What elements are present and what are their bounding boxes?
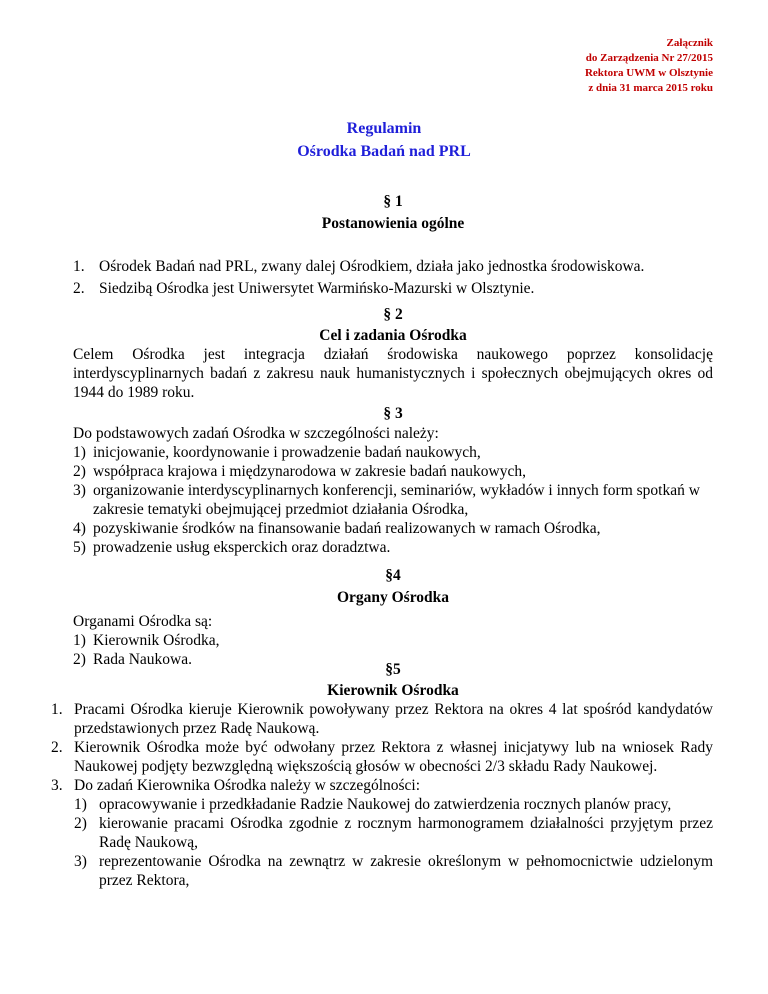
list-item: 1. Pracami Ośrodka kieruje Kierownik powoływany przez Rektora na okres 4 lat spośród kandydatów przedstawionych przez Radę Naukową.: [51, 701, 713, 737]
list-item: 1) Kierownik Ośrodka,: [73, 632, 220, 649]
section-1-number: § 1: [383, 193, 403, 210]
section-1-header: [73, 192, 713, 233]
section-3-intro: Do podstawowych zadań Ośrodka w szczególności należy:: [73, 425, 439, 442]
list-item: 2) kierowanie pracami Ośrodka zgodnie z rocznym harmonogramem działalności przyjętym przez Radę Naukową,: [74, 815, 713, 851]
list-item: 2) Rada Naukowa.: [73, 651, 192, 668]
list-item: 3) organizowanie interdyscyplinarnych konferencji, seminariów, wykładów i innych form spotkań w zakresie tematyki obejmującej przedmiot działania Ośrodka,: [73, 482, 700, 518]
list-item: 2. Kierownik Ośrodka może być odwołany przez Rektora z własnej inicjatywy lub na wniosek Rady Naukowej podjęty bezwzględną większością głosów w obecności 2/3 składu Rady Naukowej.: [51, 739, 713, 775]
attachment-label: Załącznik: [666, 37, 713, 49]
section-5-sublist: [51, 795, 713, 890]
section-4-intro: Organami Ośrodka są:: [73, 613, 213, 630]
title-line-2: Ośrodka Badań nad PRL: [297, 143, 471, 160]
attachment-decree: do Zarządzenia Nr 27/2015: [585, 52, 713, 64]
section-5-heading: Kierownik Ośrodka: [327, 682, 459, 699]
list-item: 3) reprezentowanie Ośrodka na zewnątrz w zakresie określonym w pełnomocnictwie udzielonym przez Rektora,: [74, 853, 713, 889]
list-item: 2) współpraca krajowa i międzynarodowa w zakresie badań naukowych,: [73, 463, 526, 480]
list-item: 3. Do zadań Kierownika Ośrodka należy w szczególności:: [51, 777, 421, 794]
section-3-list: [73, 424, 713, 557]
section-2-paragraph: Celem Ośrodka jest integracja działań środowiska naukowego poprzez konsolidację interdyscyplinarnych badań z zakresu nauk humanistycznych i społecznych obejmujących okres od 1944 do 1989 roku.: [73, 346, 713, 401]
list-item: 2. Siedzibą Ośrodka jest Uniwersytet Warmińsko-Mazurski w Olsztynie.: [73, 280, 535, 297]
section-1-list: [73, 257, 713, 298]
list-item: 1) opracowywanie i przedkładanie Radzie Naukowej do zatwierdzenia rocznych planów pracy,: [74, 796, 672, 813]
section-5-number: §5: [385, 661, 401, 678]
attachment-rector: Rektora UWM w Olsztynie: [584, 67, 713, 79]
section-2-heading: Cel i zadania Ośrodka: [319, 327, 467, 344]
title-line-1: Regulamin: [346, 120, 422, 137]
section-2-header: [73, 305, 713, 345]
section-3-number: § 3: [383, 405, 403, 422]
document-title: [0, 117, 768, 163]
section-4-number: §4: [385, 567, 401, 584]
section-5-header: [73, 660, 713, 700]
attachment-date: z dnia 31 marca 2015 roku: [588, 82, 713, 94]
section-4-header: [73, 566, 713, 607]
section-1-heading: Postanowienia ogólne: [321, 215, 465, 232]
list-item: 5) prowadzenie usług eksperckich oraz doradztwa.: [73, 539, 391, 556]
section-5-list: [51, 700, 713, 890]
section-2-number: § 2: [383, 306, 403, 323]
list-item: 1. Ośrodek Badań nad PRL, zwany dalej Ośrodkiem, działa jako jednostka środowiskowa.: [73, 258, 645, 275]
attachment-header: [585, 36, 713, 96]
list-item: 4) pozyskiwanie środków na finansowanie badań realizowanych w ramach Ośrodka,: [73, 520, 601, 537]
list-item: 1) inicjowanie, koordynowanie i prowadzenie badań naukowych,: [73, 444, 481, 461]
section-4-heading: Organy Ośrodka: [336, 589, 450, 606]
